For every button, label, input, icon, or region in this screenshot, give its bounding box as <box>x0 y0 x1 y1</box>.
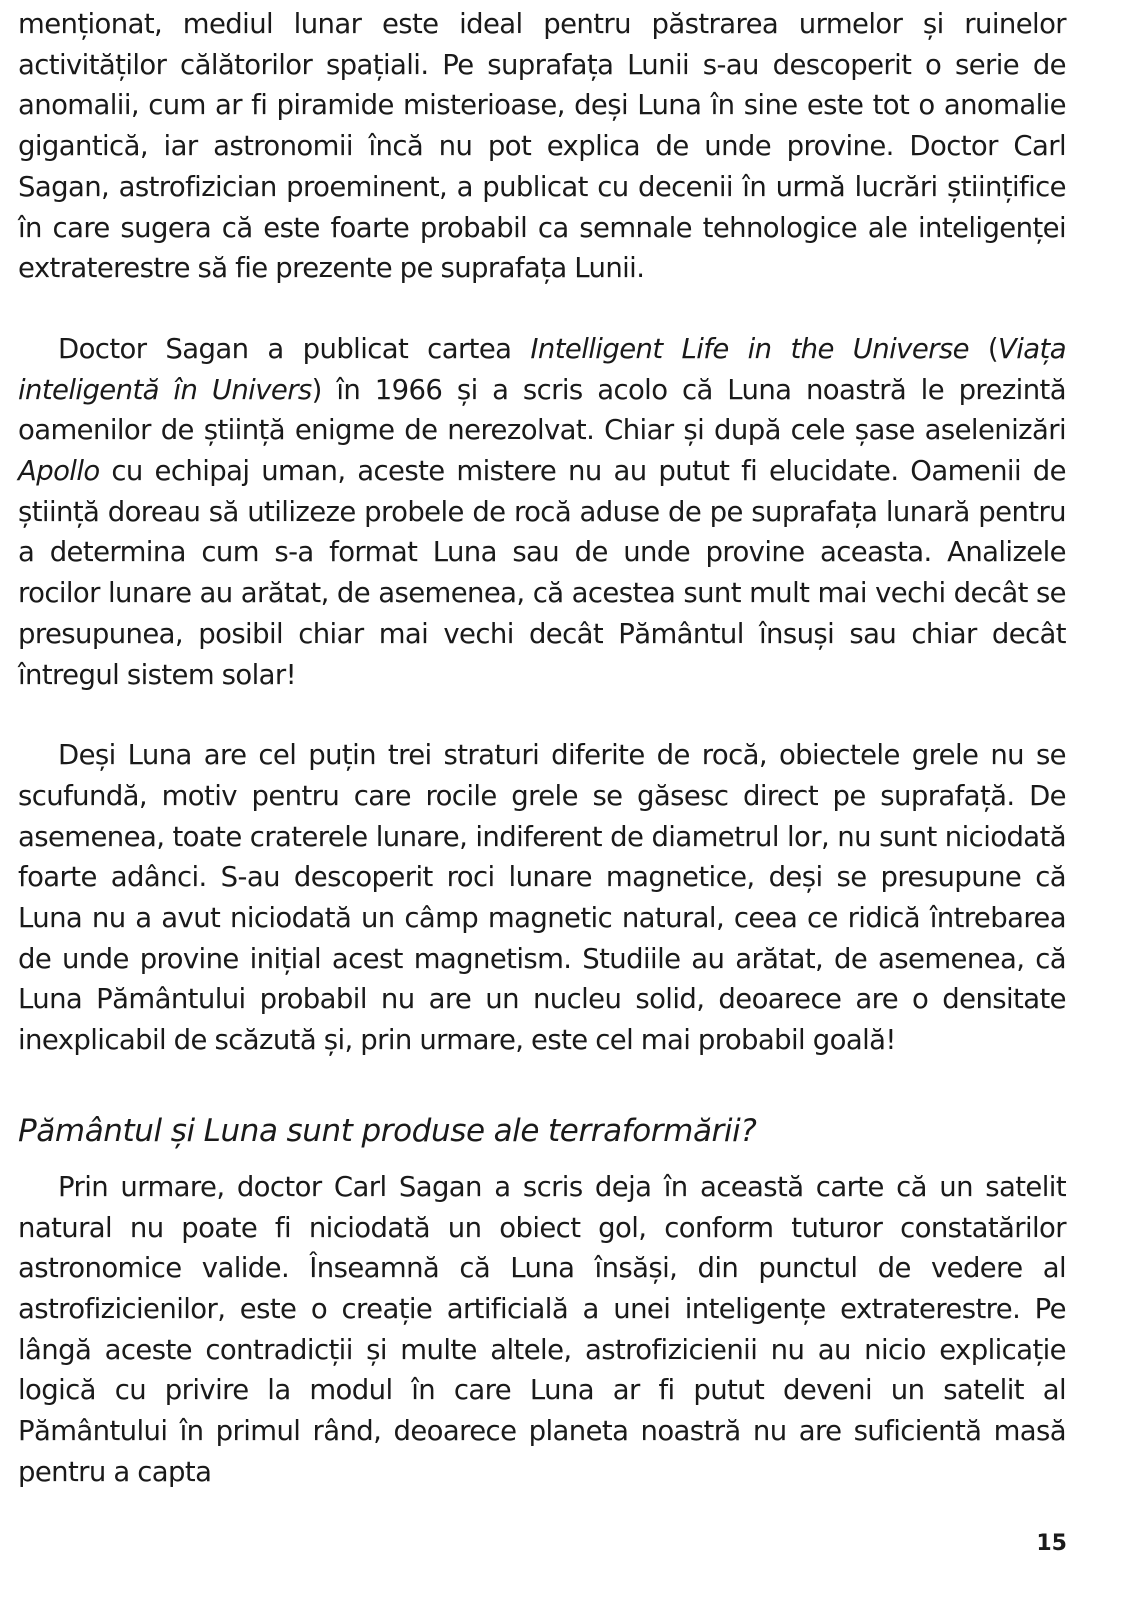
paragraph-2-text-2: ( <box>968 332 999 365</box>
paragraph-2-text-4: cu echipaj uman, aceste mistere nu au putut fi elucidate. Oamenii de știință doreau să utilizeze probele de rocă aduse de pe suprafața lunară pentru a determina cum s-a format Luna sau de unde provine aceasta. Analizele rocilor lunare au arătat, de asemenea, că acestea sunt mult mai vechi decât se presupunea, posibil chiar mai vechi decât Pământul însuși sau chiar decât întregul sistem solar! <box>18 455 1066 691</box>
book-title: Intelligent Life in the Universe <box>530 332 969 365</box>
paragraph-4: Prin urmare, doctor Carl Sagan a scris deja în această carte că un satelit natural nu poate fi niciodată un obiect gol, conform tuturor constatărilor astronomice valide. Înseamnă că Luna însăși, din punctul de vedere al astrofizicienilor, este o creație artificială a unei inteligențe extraterestre. Pe lângă aceste contradicții și multe altele, astrofizicienii nu au nicio explicație logică cu privire la modul în care Luna ar fi putut deveni un satelit al Pământului în primul rând, deoarece planeta noastră nu are suficientă masă pentru a capta <box>18 1170 1066 1488</box>
page-body <box>18 4 1066 1493</box>
page-number: 15 <box>1036 1531 1067 1556</box>
paragraph-2 <box>18 329 1066 695</box>
paragraph-1: menționat, mediul lunar este ideal pentru păstrarea urmelor și ruinelor activităților călătorilor spațiali. Pe suprafața Lunii s-au descoperit o serie de anomalii, cum ar fi piramide misterioase, deși Luna în sine este tot o anomalie gigantică, iar astronomii încă nu pot explica de unde provine. Doctor Carl Sagan, astrofizician proeminent, a publicat cu decenii în urmă lucrări științifice în care sugera că este foarte probabil ca semnale tehnologice ale inteligenței extraterestre să fie prezente pe suprafața Lunii. <box>18 8 1066 285</box>
paragraph-2-text-3: ) în 1966 și a scris acolo că Luna noastră le prezintă oamenilor de știință enigme de nerezolvat. Chiar și după cele șase aselenizări <box>18 373 1066 447</box>
mission-name: Apollo <box>18 455 100 488</box>
section-heading: Pământul și Luna sunt produse ale terraformării? <box>18 1112 757 1149</box>
paragraph-3: Deși Luna are cel puțin trei straturi diferite de rocă, obiectele grele nu se scufundă, motiv pentru care rocile grele se găsesc direct pe suprafață. De asemenea, toate craterele lunare, indiferent de diametrul lor, nu sunt niciodată foarte adânci. S-au descoperit roci lunare magnetice, deși se presupune că Luna nu a avut niciodată un câmp magnetic natural, ceea ce ridică întrebarea de unde provine inițial acest magnetism. Studiile au arătat, de asemenea, că Luna Pământului probabil nu are un nucleu solid, deoarece are o densitate inexplicabil de scăzută și, prin urmare, este cel mai probabil goală! <box>18 739 1066 1057</box>
paragraph-2-text-1: Doctor Sagan a publicat cartea <box>58 332 531 365</box>
book-title-romanian: Viața inteligentă în Univers <box>18 332 1066 406</box>
